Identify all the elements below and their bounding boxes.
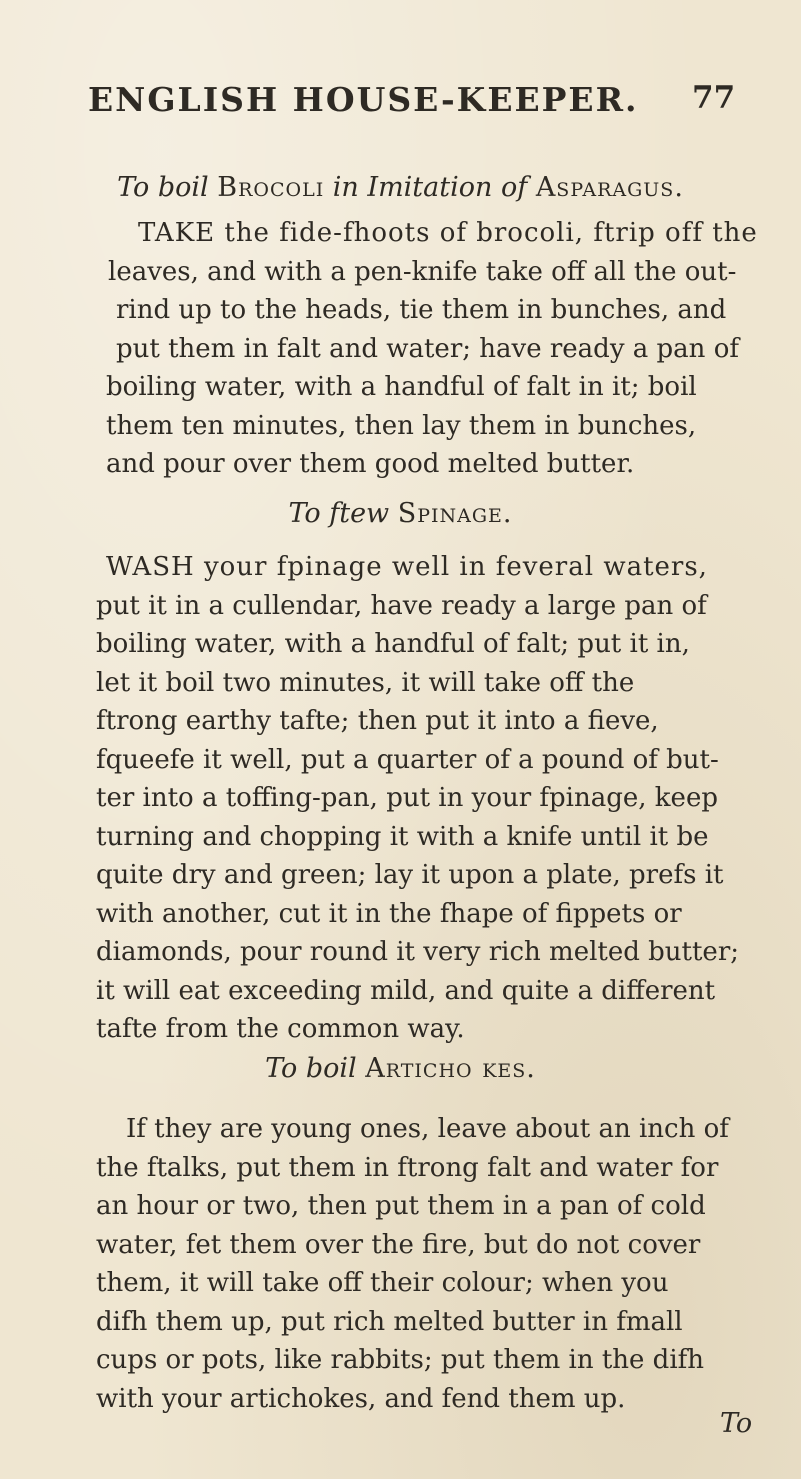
recipe-text-artichokes [96, 1110, 729, 1418]
text-line: rind up to the heads, tie them in bunches, and [116, 295, 727, 325]
text-line: diamonds, pour round it very rich melted butter; [96, 937, 740, 967]
text-line: difh them up, put rich melted butter in fmall [96, 1306, 683, 1337]
text-line: If they are young ones, leave about an inch of [126, 1114, 729, 1144]
text-line: put them in falt and water; have ready a pan of [116, 333, 739, 364]
text-line: and pour over them good melted butter. [106, 449, 635, 479]
text-line: TAKE the fide-fhoots of brocoli, ftrip off the [138, 218, 758, 248]
recipe-title-artichokes [0, 1053, 801, 1084]
text-line: them ten minutes, then lay them in bunches, [106, 410, 697, 441]
title-caps: Spinage. [397, 498, 513, 529]
text-line: boiling water, with a handful of falt in it; boil [106, 372, 697, 402]
text-line: cups or pots, like rabbits; put them in the difh [96, 1345, 705, 1375]
text-line: water, fet them over the fire, but do not cover [96, 1229, 701, 1260]
text-line: boiling water, with a handful of falt; put it in, [96, 629, 690, 659]
text-line: with another, cut it in the fhape of fippets or [96, 898, 682, 929]
text-line: tafte from the common way. [96, 1014, 465, 1044]
text-line: with your artichokes, and fend them up. [96, 1383, 626, 1414]
title-caps: Articho kes. [365, 1053, 536, 1084]
text-line: WASH your fpinage well in feveral waters, [106, 552, 708, 582]
title-caps: Asparagus. [535, 172, 684, 203]
recipe-text-brocoli [106, 214, 758, 484]
text-line: the ftalks, put them in ftrong falt and water for [96, 1152, 719, 1183]
catchword: To [720, 1408, 753, 1439]
title-italic: in Imitation of [332, 172, 528, 203]
text-line: ftrong earthy tafte; then put it into a fieve, [96, 706, 659, 736]
text-line: an hour or two, then put them in a pan of cold [96, 1191, 706, 1221]
title-italic: To boil [117, 172, 209, 203]
text-line: leaves, and with a pen-knife take off all the out- [108, 256, 737, 287]
text-line: let it boil two minutes, it will take off the [96, 667, 635, 698]
recipe-title-brocoli [0, 172, 801, 203]
title-caps: Brocoli [217, 172, 325, 203]
title-italic: To ftew [288, 498, 390, 529]
running-title: ENGLISH HOUSE-KEEPER. [88, 80, 639, 119]
text-line: it will eat exceeding mild, and quite a different [96, 975, 716, 1006]
text-line: them, it will take off their colour; when you [96, 1268, 669, 1298]
text-line: turning and chopping it with a knife until it be [96, 821, 709, 852]
title-italic: To boil [265, 1053, 357, 1084]
text-line: ter into a toffing-pan, put in your fpinage, keep [96, 783, 718, 813]
text-line: put it in a cullendar, have ready a large pan of [96, 590, 707, 621]
recipe-text-spinage [96, 548, 739, 1049]
text-line: fqueefe it well, put a quarter of a pound of but- [96, 744, 719, 775]
text-line: quite dry and green; lay it upon a plate, prefs it [96, 860, 724, 890]
page-number: 77 [692, 80, 736, 116]
recipe-title-spinage [0, 498, 801, 529]
